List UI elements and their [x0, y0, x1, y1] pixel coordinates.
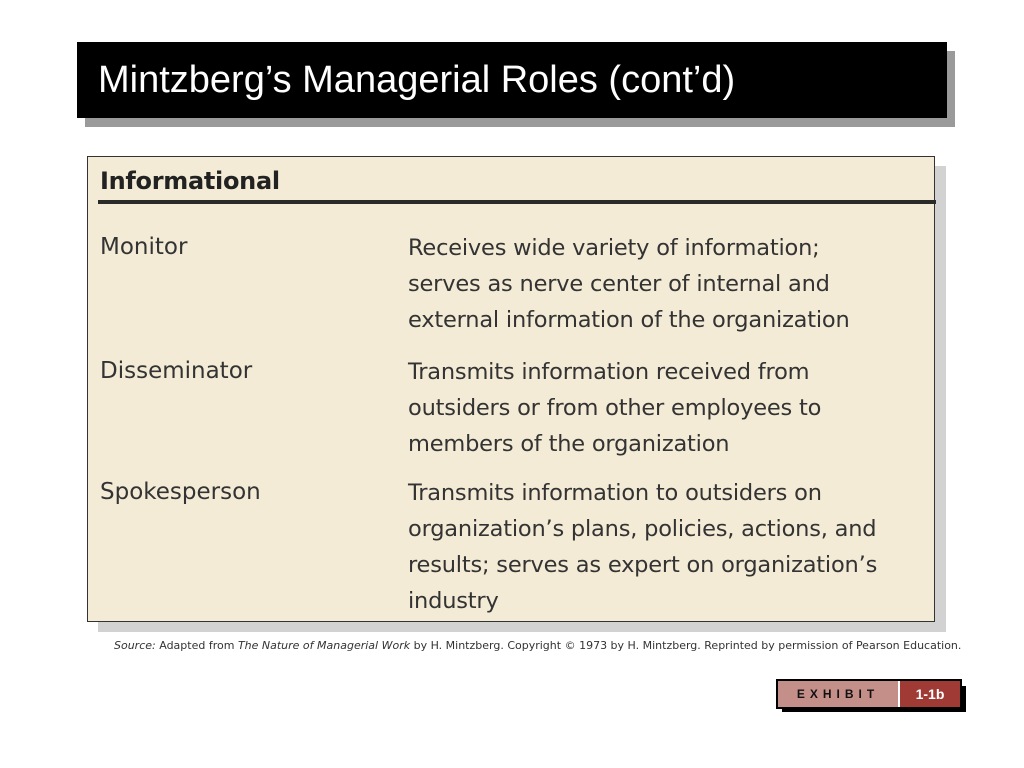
description-line: organization’s plans, policies, actions, and [408, 516, 877, 542]
source-label: Source: [114, 639, 156, 652]
source-work-title: The Nature of Managerial Work [237, 639, 411, 652]
role-name: Spokesperson [100, 479, 261, 505]
description-line: Receives wide variety of information; [408, 235, 820, 261]
role-name: Monitor [100, 234, 188, 260]
exhibit-word: EXHIBIT [796, 687, 880, 701]
description-line: serves as nerve center of internal and [408, 271, 830, 297]
slide-title: Mintzberg’s Managerial Roles (cont’d) [98, 59, 736, 101]
description-line: members of the organization [408, 431, 730, 457]
heading-divider [98, 200, 936, 204]
table-heading: Informational [100, 167, 280, 195]
exhibit-number: 1-1b [898, 681, 960, 707]
description-line: industry [408, 588, 499, 614]
description-line: external information of the organization [408, 307, 850, 333]
exhibit-label [776, 679, 962, 709]
source-prefix: Adapted from [155, 639, 238, 652]
role-description [408, 230, 928, 338]
source-citation [114, 639, 961, 652]
title-banner [77, 42, 947, 118]
description-line: Transmits information to outsiders on [408, 480, 822, 506]
role-description [408, 475, 928, 619]
description-line: results; serves as expert on organization’s [408, 552, 878, 578]
source-suffix: by H. Mintzberg. Copyright © 1973 by H. Mintzberg. Reprinted by permission of Pearson Education. [410, 639, 962, 652]
description-line: Transmits information received from [408, 359, 810, 385]
roles-table [87, 156, 935, 622]
role-name: Disseminator [100, 358, 253, 384]
role-description [408, 354, 928, 462]
description-line: outsiders or from other employees to [408, 395, 822, 421]
